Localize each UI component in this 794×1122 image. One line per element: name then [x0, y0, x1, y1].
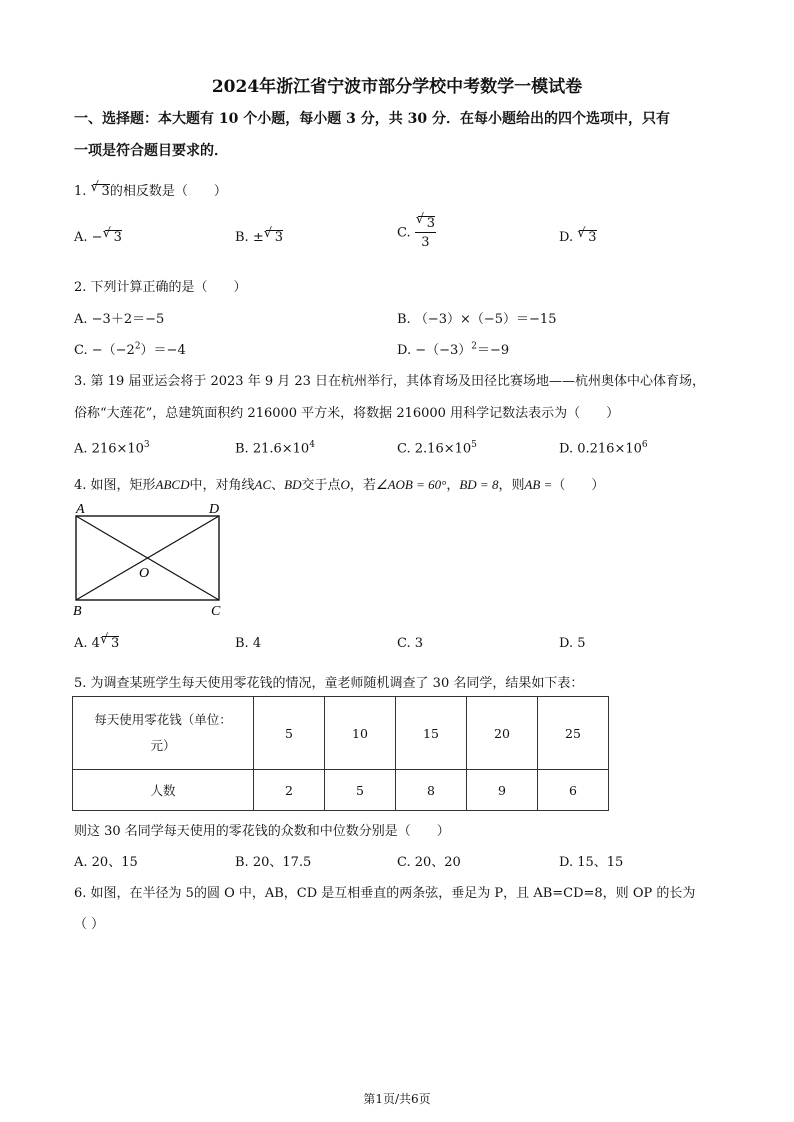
label-o: O — [139, 566, 150, 581]
label-a: A — [76, 502, 85, 517]
rectangle-diagram — [70, 498, 240, 620]
q3-option-a: A. $216\times 10^3$ — [74, 440, 150, 457]
table-cell: 10 — [325, 697, 396, 770]
q1-option-b: B. ±√ 3 — [235, 230, 283, 245]
q5-option-c: C. 20、20 — [397, 855, 461, 870]
q1-fraction: √ $\frac{3}{3}$ — [415, 216, 436, 250]
question-6-line2: （ ） — [74, 917, 105, 932]
table-cell: 5 — [254, 697, 325, 770]
q4-option-a: A. 4√ 3 — [74, 636, 119, 651]
table-row — [73, 697, 609, 770]
q4-option-b: B. 4 — [235, 636, 262, 651]
q2-option-d: D. $-(-3)^2=-9$ — [397, 341, 510, 358]
label-c: C — [211, 604, 221, 619]
question-4-stem: 4. 如图，矩形ABCD中，对角线AC、BD交于点O，若∠AOB = 60°，BD = 8，则AB =（ ） — [74, 477, 605, 493]
page-footer: 第1页/共6页 — [363, 1092, 431, 1106]
table-cell: 15 — [396, 697, 467, 770]
q4-option-c: C. 3 — [397, 636, 424, 651]
label-d: D — [209, 502, 220, 517]
spending-table — [72, 696, 609, 811]
q1-number: 1. — [74, 184, 87, 199]
table-header-amount: 每天使用零花钱（单位： 元） — [73, 697, 254, 770]
page-title: 2024年浙江省宁波市部分学校中考数学一模试卷 — [211, 77, 583, 97]
section-heading-line1: 一、选择题：本大题有 10 个小题，每小题 3 分，共 30 分．在每小题给出的四个选项中，只有 — [74, 111, 670, 127]
label-b: B — [73, 604, 82, 619]
q1-option-d: D. √ 3 — [559, 230, 597, 245]
question-2-stem: 2. 下列计算正确的是（ ） — [74, 280, 247, 295]
table-header-count: 人数 — [73, 770, 254, 811]
table-cell: 25 — [538, 697, 609, 770]
section-heading-line2: 一项是符合题目要求的． — [74, 143, 228, 159]
q1-option-a: A. −√ 3 — [74, 230, 122, 245]
q1-option-c: C. √ $\frac{3}{3}$ — [397, 216, 436, 250]
q2-option-c: C. $-(-2^2)=-4$ — [74, 341, 186, 358]
q3-option-c: C. $2.16\times 10^5$ — [397, 440, 477, 457]
table-cell: 9 — [467, 770, 538, 811]
table-cell: 5 — [325, 770, 396, 811]
q2-option-b: B. （−3）×（−5）＝−15 — [397, 312, 557, 327]
question-3-line1: 3. 第 19 届亚运会将于 2023 年 9 月 23 日在杭州举行，其体育场及田径比赛场地——杭州奥体中心体育场， — [74, 374, 706, 389]
question-3-line2: 俗称“大莲花”，总建筑面积约 216000 平方米，将数据 216000 用科学记数法表示为（ ） — [74, 406, 620, 421]
table-cell: 20 — [467, 697, 538, 770]
q5-option-d: D. 15、15 — [559, 855, 624, 870]
question-5-stem: 5. 为调查某班学生每天使用零花钱的情况，童老师随机调查了 30 名同学，结果如下表： — [74, 676, 584, 691]
question-1-stem — [74, 180, 227, 199]
q5-option-b: B. 20、17.5 — [235, 855, 312, 870]
table-row — [73, 770, 609, 811]
q4-option-d: D. 5 — [559, 636, 586, 651]
table-cell: 2 — [254, 770, 325, 811]
table-cell: 8 — [396, 770, 467, 811]
q1-text: 的相反数是（ ） — [109, 184, 227, 199]
q2-option-a: A. −3＋2＝−5 — [74, 312, 165, 327]
q3-option-b: B. $21.6\times 10^4$ — [235, 440, 315, 457]
q5-option-a: A. 20、15 — [74, 855, 138, 870]
q1-radical: √ 3 — [93, 184, 110, 198]
table-cell: 6 — [538, 770, 609, 811]
question-6-line1: 6. 如图，在半径为 5的圆 O 中，AB，CD 是互相垂直的两条弦，垂足为 P，且 AB=CD=8，则 OP 的长为 — [74, 886, 696, 901]
question-5-question: 则这 30 名同学每天使用的零花钱的众数和中位数分别是（ ） — [74, 824, 450, 839]
q3-option-d: D. $0.216\times 10^6$ — [559, 440, 648, 457]
